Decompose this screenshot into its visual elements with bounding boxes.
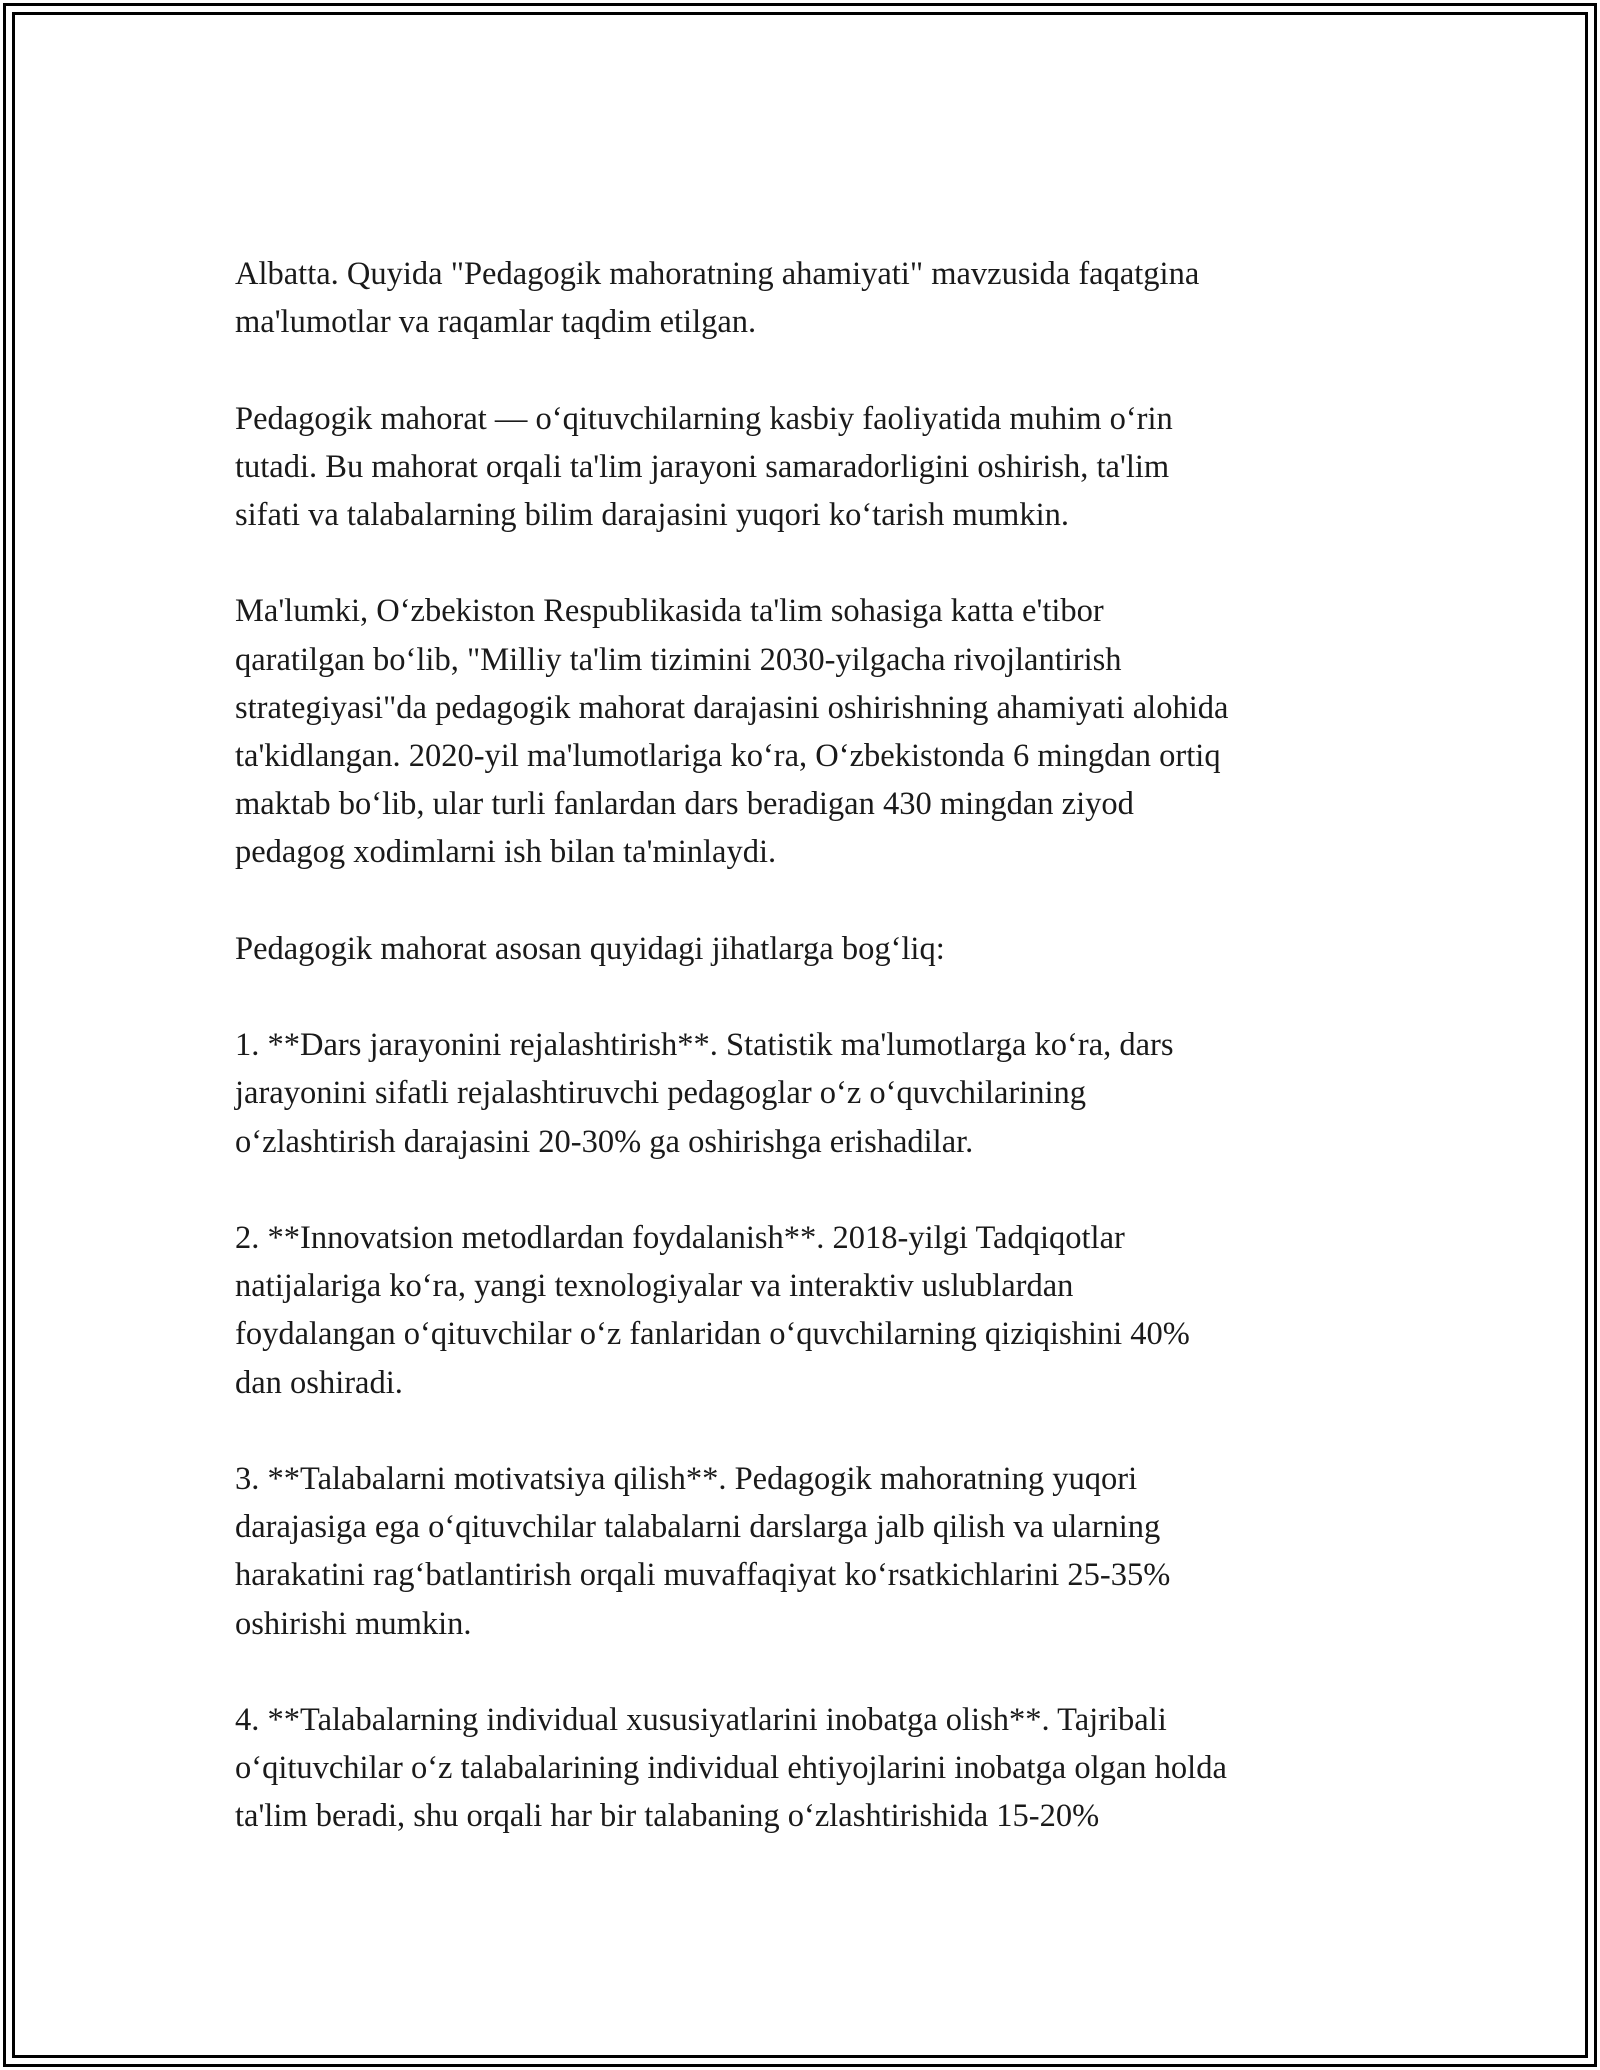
list-intro-paragraph: Pedagogik mahorat asosan quyidagi jihatlarga bogʻliq: xyxy=(235,930,945,967)
list-item-2: 2. **Innovatsion metodlardan foydalanish**. 2018-yilgi Tadqiqotlar natijalariga koʻra, yangi texnologiyalar va interaktiv uslublardan foydalangan oʻqituvchilar oʻz fanlaridan oʻquvchilarning qiziqishini 40% dan oshiradi. xyxy=(235,1219,1190,1401)
definition-paragraph: Pedagogik mahorat — oʻqituvchilarning kasbiy faoliyatida muhim oʻrin tutadi. Bu mahorat orqali ta'lim jarayoni samaradorligini oshirish, ta'lim sifati va talabalarning bilim darajasini yuqori koʻtarish mumkin. xyxy=(235,400,1173,533)
intro-paragraph: Albatta. Quyida "Pedagogik mahoratning ahamiyati" mavzusida faqatgina ma'lumotlar va raqamlar taqdim etilgan. xyxy=(235,256,1200,341)
context-paragraph: Ma'lumki, Oʻzbekiston Respublikasida ta'lim sohasiga katta e'tibor qaratilgan boʻlib, "Milliy ta'lim tizimini 2030-yilgacha rivojlantirish strategiyasi"da pedagogik mahorat darajasini oshirishning ahamiyati alohida ta'kidlangan. 2020-yil ma'lumotlariga koʻra, Oʻzbekistonda 6 mingdan ortiq maktab boʻlib, ular turli fanlardan dars beradigan 430 mingdan ziyod pedagog xodimlarni ish bilan ta'minlaydi. xyxy=(235,593,1229,871)
list-item-4: 4. **Talabalarning individual xususiyatlarini inobatga olish**. Tajribali oʻqituvchilar oʻz talabalarining individual ehtiyojlarini inobatga olgan holda ta'lim beradi, shu orqali har bir talabaning oʻzlashtirishida 15-20% xyxy=(235,1701,1227,1835)
list-item-1: 1. **Dars jarayonini rejalashtirish**. Statistik ma'lumotlarga koʻra, dars jarayonini sifatli rejalashtiruvchi pedagoglar oʻz oʻquvchilarining oʻzlashtirish darajasini 20-30% ga oshirishga erishadilar. xyxy=(235,1027,1174,1160)
document-body xyxy=(235,250,1375,1841)
list-item-3: 3. **Talabalarni motivatsiya qilish**. Pedagogik mahoratning yuqori darajasiga ega oʻqituvchilar talabalarni darslarga jalb qilish va ularning harakatini ragʻbatlantirish orqali muvaffaqiyat koʻrsatkichlarini 25-35% oshirishi mumkin. xyxy=(235,1460,1171,1642)
